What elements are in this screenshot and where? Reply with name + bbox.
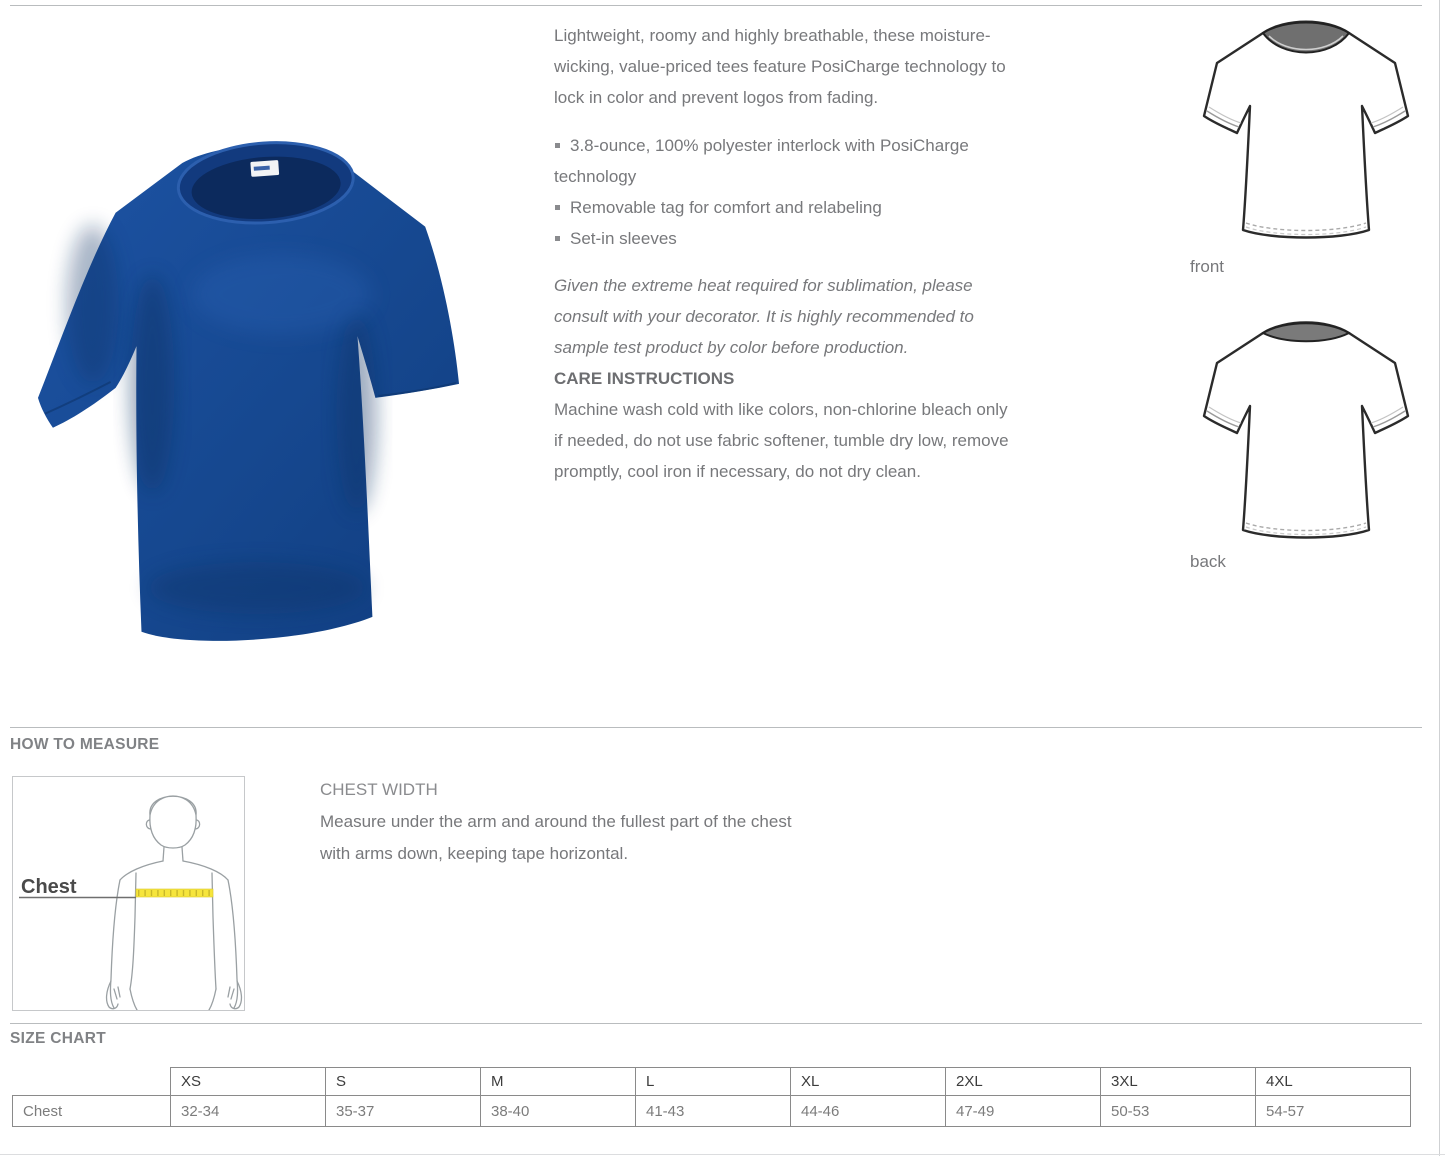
right-page-border	[1439, 0, 1440, 1156]
feature-item: Removable tag for comfort and relabeling	[554, 192, 1020, 223]
size-col-header: XS	[171, 1068, 326, 1096]
care-instructions-heading: CARE INSTRUCTIONS	[554, 369, 735, 388]
size-chart-chest-row	[13, 1096, 1411, 1127]
chest-value: 44-46	[791, 1096, 946, 1127]
size-chart-heading: SIZE CHART	[10, 1030, 106, 1047]
chest-value: 47-49	[946, 1096, 1101, 1127]
care-instructions-text: Machine wash cold with like colors, non-chlorine bleach only if needed, do not use fabric softener, tumble dry low, remove promptly, cool iron if necessary, do not dry clean.	[554, 400, 1009, 481]
chest-value: 32-34	[171, 1096, 326, 1127]
measure-figure-illustration	[13, 777, 244, 1010]
chest-value: 35-37	[326, 1096, 481, 1127]
size-chart-table	[12, 1067, 1411, 1127]
bottom-divider	[0, 1154, 1445, 1155]
back-view-image	[1190, 310, 1422, 553]
front-tshirt-line-art	[1190, 8, 1422, 255]
product-photo-blue-tshirt	[33, 84, 461, 646]
back-tshirt-line-art	[1190, 310, 1422, 553]
chest-value: 41-43	[636, 1096, 791, 1127]
size-col-header: 4XL	[1256, 1068, 1411, 1096]
how-to-measure-divider	[10, 727, 1422, 728]
size-col-header: L	[636, 1068, 791, 1096]
chest-width-instructions: Measure under the arm and around the fullest part of the chest with arms down, keeping tape horizontal.	[320, 812, 792, 863]
size-chart-header-row	[13, 1068, 1411, 1096]
how-to-measure-heading: HOW TO MEASURE	[10, 736, 160, 753]
size-col-header: S	[326, 1068, 481, 1096]
feature-item: Set-in sleeves	[554, 223, 1020, 254]
back-view-label: back	[1190, 552, 1226, 571]
feature-item: 3.8-ounce, 100% polyester interlock with PosiCharge technology	[554, 130, 1020, 192]
product-description	[554, 20, 1020, 487]
chest-width-title: CHEST WIDTH	[320, 780, 438, 799]
sublimation-note: Given the extreme heat required for sublimation, please consult with your decorator. It is highly recommended to sample test product by color before production.	[554, 276, 974, 357]
chest-measure-diagram	[12, 776, 245, 1011]
description-lead: Lightweight, roomy and highly breathable, these moisture-wicking, value-priced tees feature PosiCharge technology to lock in color and prevent logos from fading.	[554, 26, 1006, 107]
size-chart-corner-cell	[13, 1068, 171, 1096]
size-col-header: XL	[791, 1068, 946, 1096]
chest-value: 38-40	[481, 1096, 636, 1127]
top-divider	[10, 5, 1422, 6]
chest-value: 54-57	[1256, 1096, 1411, 1127]
front-view-image	[1190, 8, 1422, 255]
front-view-label: front	[1190, 257, 1225, 276]
blue-tshirt-illustration	[33, 84, 461, 646]
chest-value: 50-53	[1101, 1096, 1256, 1127]
size-col-header: 3XL	[1101, 1068, 1256, 1096]
chest-diagram-label: Chest	[21, 876, 77, 898]
size-col-header: 2XL	[946, 1068, 1101, 1096]
size-col-header: M	[481, 1068, 636, 1096]
feature-list	[554, 130, 1020, 254]
chest-row-label: Chest	[13, 1096, 171, 1127]
size-chart-divider	[10, 1023, 1422, 1024]
